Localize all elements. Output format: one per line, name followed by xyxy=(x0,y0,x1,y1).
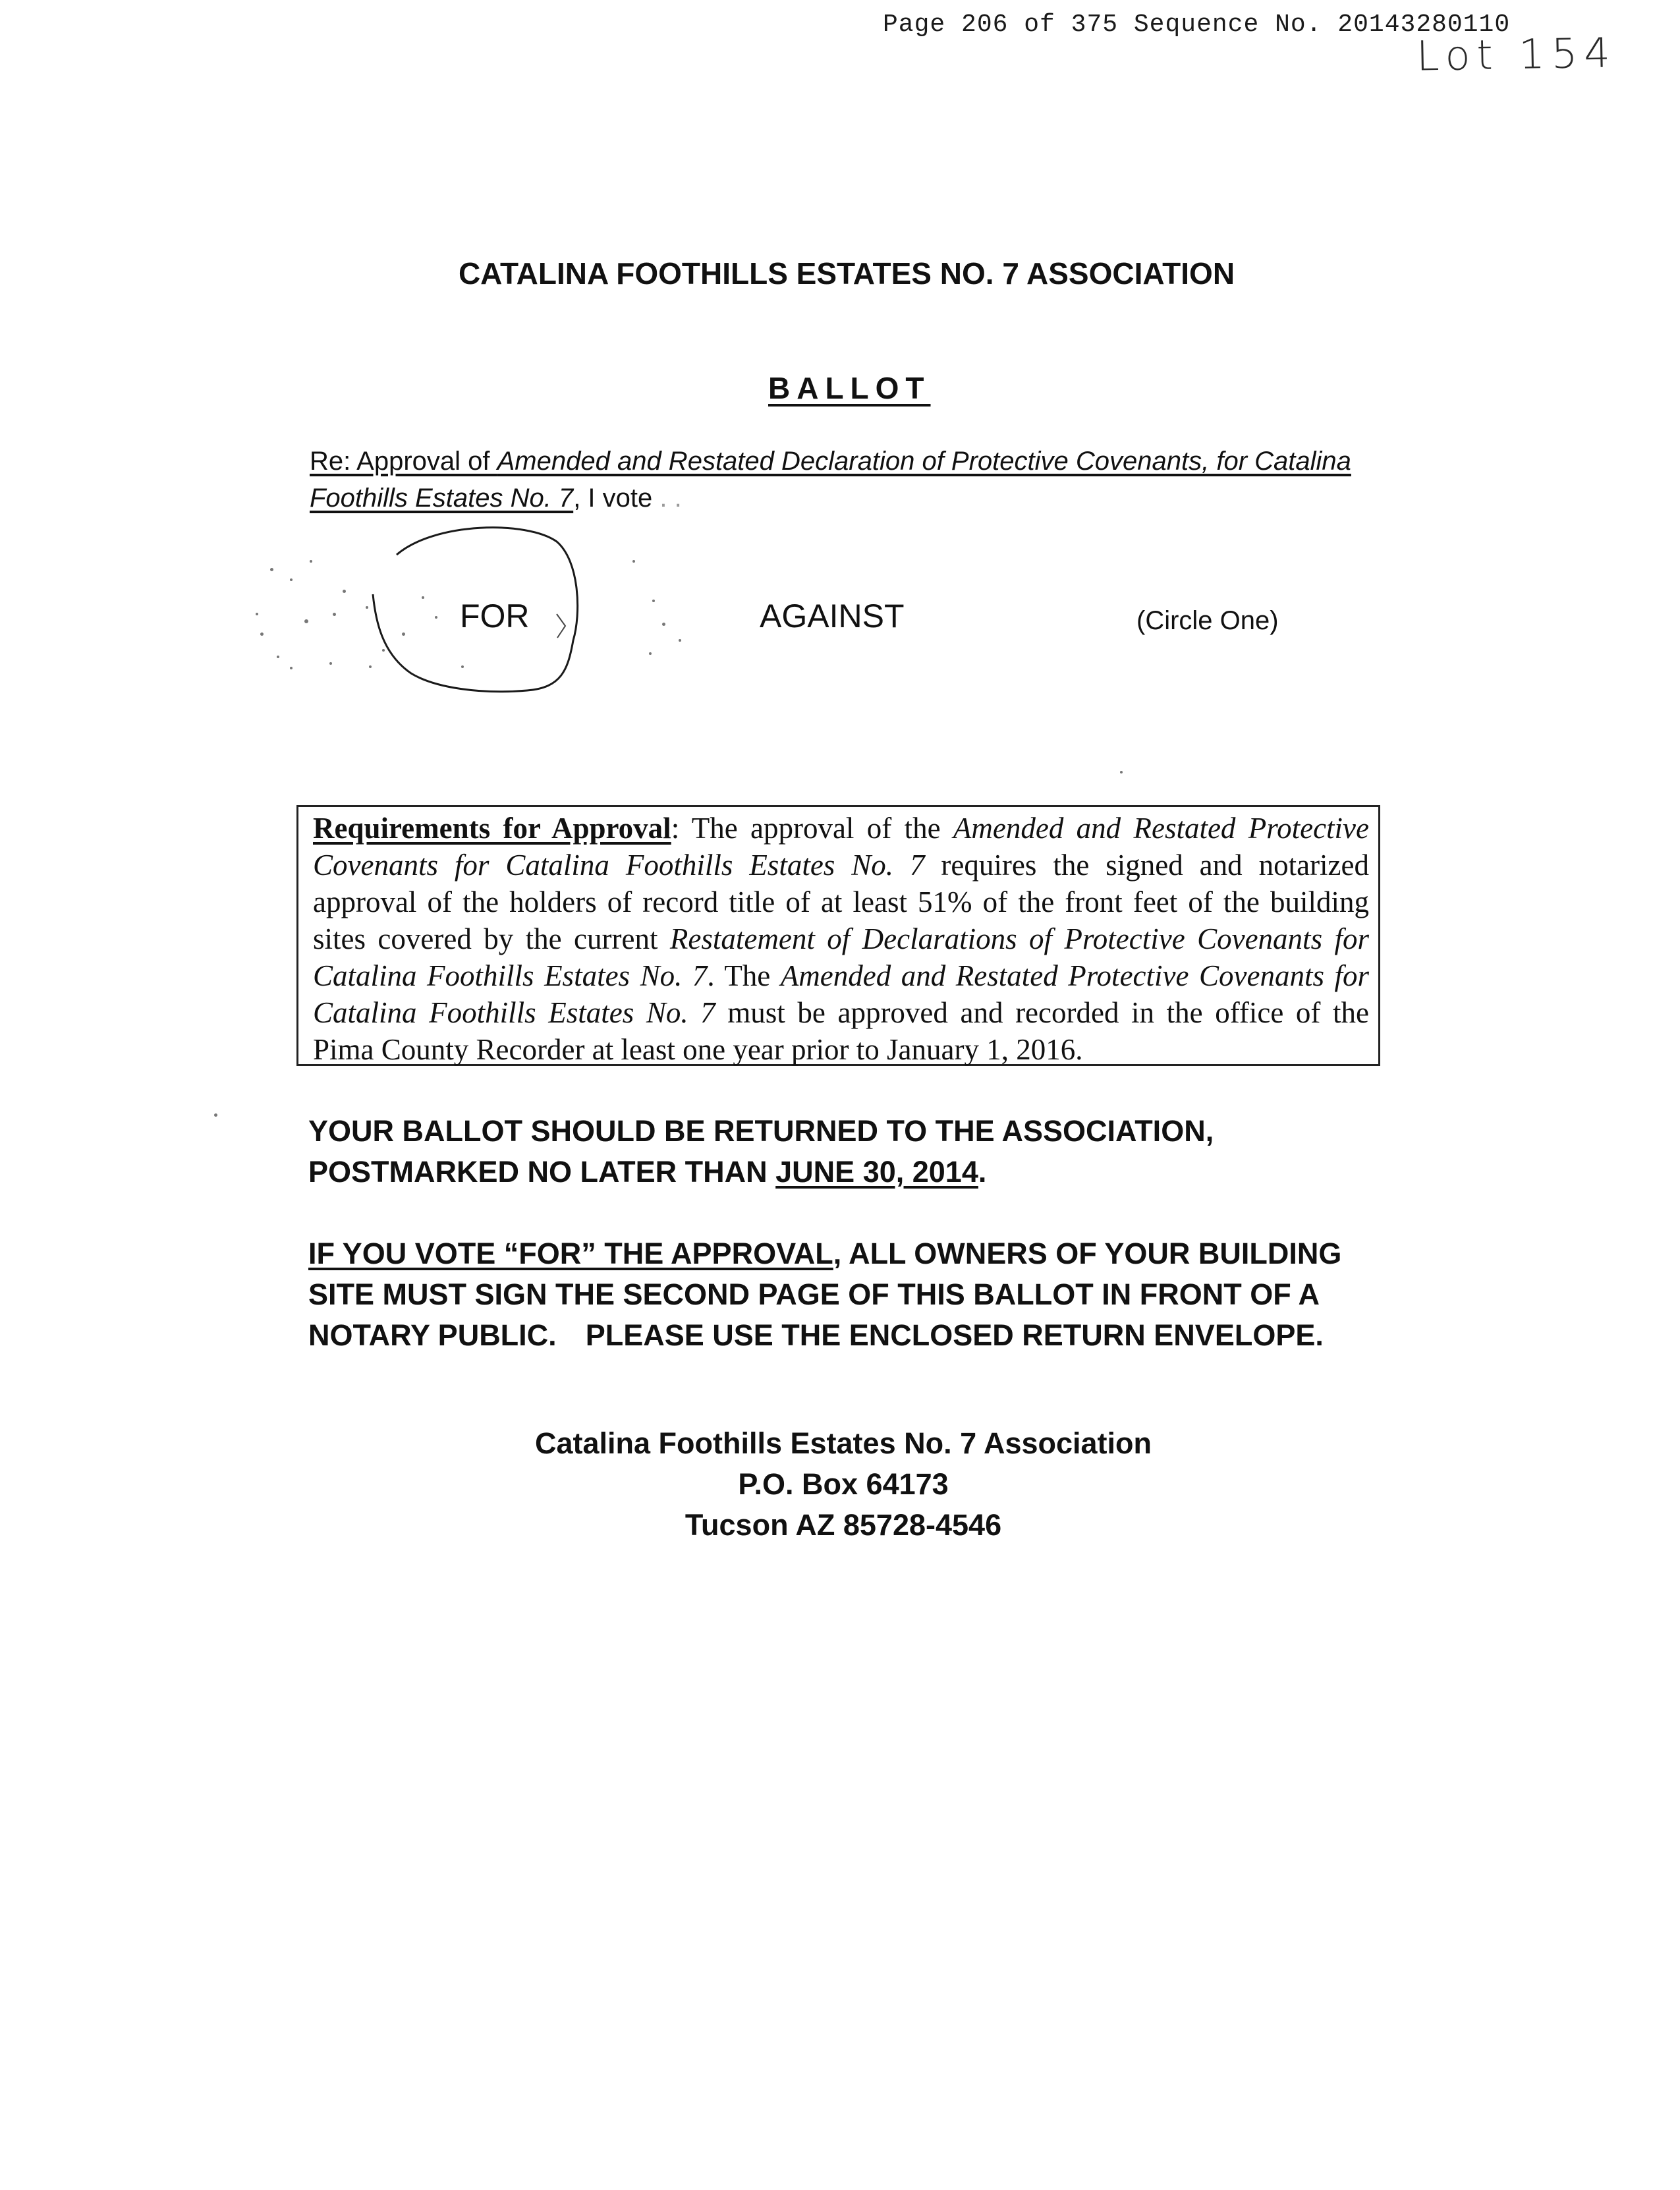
po-box: P.O. Box 64173 xyxy=(738,1467,949,1501)
ballot-title: BALLOT xyxy=(768,371,931,405)
requirements-text: : The approval of the xyxy=(671,812,953,845)
city-state-zip: Tucson AZ 85728-4546 xyxy=(685,1508,1002,1542)
re-suffix: , I vote xyxy=(573,484,653,513)
return-notice-text: YOUR BALLOT SHOULD BE RETURNED TO THE ASSOCIATION, POSTMARKED NO LATER THAN xyxy=(308,1114,1214,1189)
re-prefix: Re: Approval of xyxy=(310,447,497,476)
notary-notice-text: , ALL OWNERS OF YOUR BUILDING SITE MUST SIGN THE SECOND PAGE OF THIS BALLOT IN FRONT OF A NOTARY PUBLIC. xyxy=(308,1237,1342,1352)
requirements-doc-title: Amended and Restated Protective Covenants for Catalina Foothills Estates No. 7 xyxy=(313,959,1369,1029)
association-title: CATALINA FOOTHILLS ESTATES NO. 7 ASSOCIATION xyxy=(458,256,1235,291)
requirements-heading: Requirements for Approval xyxy=(313,812,671,845)
requirements-box xyxy=(296,805,1380,1066)
re-document-title: Amended and Restated Declaration of Protective Covenants, for Catalina Foothills Estates No. 7 xyxy=(310,447,1351,513)
notary-notice-lead: IF YOU VOTE “FOR” THE APPROVAL xyxy=(308,1237,833,1270)
handwritten-lot-note: Lot 154 xyxy=(1416,28,1617,80)
return-notice-end: . xyxy=(978,1155,987,1189)
return-deadline-date: JUNE 30, 2014 xyxy=(775,1155,978,1189)
requirements-text: must be approved and recorded in the office of the Pima County Recorder at least one year prior to January 1, 2016. xyxy=(313,996,1369,1066)
re-statement: Re: Approval of Amended and Restated Declaration of Protective Covenants, for Catalina Foothills Estates No. 7, I vote . . xyxy=(310,447,1351,513)
vote-against-option[interactable]: AGAINST xyxy=(760,598,905,634)
requirements-doc-title: Amended and Restated Protective Covenants for Catalina Foothills Estates No. 7 xyxy=(313,812,1369,882)
circle-one-instruction: (Circle One) xyxy=(1136,606,1279,635)
page-sequence-header: Page 206 of 375 Sequence No. 20143280110 xyxy=(883,11,1511,39)
envelope-instruction: PLEASE USE THE ENCLOSED RETURN ENVELOPE. xyxy=(585,1318,1324,1352)
notary-notice xyxy=(308,1233,1389,1356)
vote-for-option[interactable]: FOR xyxy=(460,598,530,634)
return-deadline-notice xyxy=(308,1111,1389,1193)
requirements-doc-title: Restatement of Declarations of Protective Covenants for Catalina Foothills Estates No. 7 xyxy=(313,922,1370,992)
requirements-text: . The xyxy=(707,959,781,992)
requirements-text: requires the signed and notarized approval of the holders of record title of at least 51% of the front feet of the building sites covered by the current xyxy=(313,849,1370,955)
association-name: Catalina Foothills Estates No. 7 Association xyxy=(534,1426,1152,1460)
